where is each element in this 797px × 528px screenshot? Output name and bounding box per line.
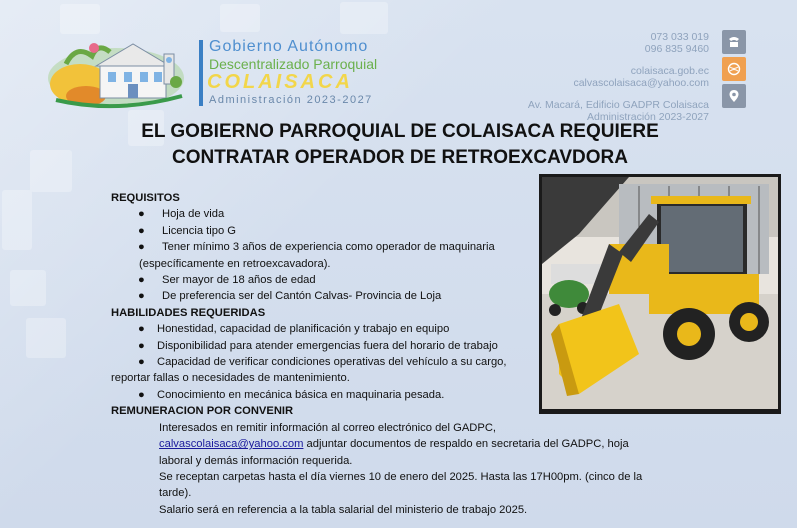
bullet: ● — [138, 323, 145, 336]
phone-2: 096 835 9460 — [644, 43, 709, 55]
remuneracion-text: laboral y demás información requerida. — [159, 454, 353, 467]
list-item — [111, 354, 541, 370]
list-item-text: Licencia tipo G — [162, 224, 237, 237]
phone-icon — [722, 30, 746, 54]
remuneracion-paragraph — [111, 420, 719, 518]
title-line-2: CONTRATAR OPERADOR DE RETROEXCAVDORA — [171, 147, 628, 168]
background-tile — [10, 270, 46, 306]
contact-email: calvascolaisaca@yahoo.com — [573, 77, 709, 89]
remuneracion-heading: REMUNERACION POR CONVENIR — [111, 405, 294, 418]
bullet: ● — [138, 208, 145, 221]
brand-line-2: Descentralizado Parroquial — [209, 56, 378, 72]
gad-logo — [46, 34, 188, 112]
header — [0, 0, 797, 123]
list-item-text: Ser mayor de 18 años de edad — [162, 274, 316, 287]
remuneracion-text: adjuntar documentos de respaldo en secretaria del GADPC, hoja — [303, 438, 629, 451]
website: colaisaca.gob.ec — [630, 65, 709, 77]
job-description — [111, 190, 643, 518]
email-link[interactable]: calvascolaisaca@yahoo.com — [159, 438, 304, 451]
page-title — [60, 119, 740, 171]
list-item-continuation: reportar fallas o necesidades de mantenimiento. — [111, 372, 350, 385]
list-item — [111, 387, 541, 403]
list-item — [111, 338, 541, 354]
list-item — [111, 223, 541, 239]
contact-web — [528, 65, 709, 89]
list-item-continuation: (específicamente en retroexcavadora). — [139, 257, 331, 270]
salary-text: Salario será en referencia a la tabla salarial del ministerio de trabajo 2025. — [159, 503, 528, 516]
list-item-text: Honestidad, capacidad de planificación y trabajo en equipo — [157, 323, 450, 336]
brand-administration: Administración 2023-2027 — [209, 94, 373, 106]
list-item — [111, 239, 541, 255]
list-item — [111, 321, 541, 337]
web-icon — [722, 57, 746, 81]
list-item — [111, 206, 541, 222]
address-1: Av. Macará, Edificio GADPR Colaisaca — [527, 99, 709, 111]
remuneracion-email-line — [159, 436, 719, 452]
title-line-1: EL GOBIERNO PARROQUIAL DE COLAISACA REQUIERE — [141, 121, 659, 142]
background-tile — [26, 318, 66, 358]
list-item-text: Disponibilidad para atender emergencias fuera del horario de trabajo — [157, 339, 498, 352]
backhoe-photo — [539, 174, 781, 414]
location-icon — [722, 84, 746, 108]
deadline-text: Se receptan carpetas hasta el día viernes 10 de enero del 2025. Hasta las 17H00pm. (cinco de la — [159, 470, 643, 483]
bullet: ● — [138, 274, 145, 287]
list-item — [111, 272, 541, 288]
remuneracion-text: Interesados en remitir información al correo electrónico del GADPC, — [159, 421, 497, 434]
bullet: ● — [138, 388, 145, 401]
brand-line-1: Gobierno Autónomo — [209, 38, 369, 55]
contact-phones — [528, 31, 709, 55]
list-item-text: Tener mínimo 3 años de experiencia como operador de maquinaria — [162, 241, 495, 254]
list-item — [111, 288, 541, 304]
requisitos-heading: REQUISITOS — [111, 192, 180, 204]
deadline-text: tarde). — [159, 487, 192, 500]
background-tile — [2, 190, 32, 250]
bullet: ● — [138, 241, 145, 254]
bullet: ● — [138, 356, 145, 369]
contact-info — [528, 31, 709, 123]
bullet: ● — [138, 224, 145, 237]
list-item-text: Conocimiento en mecánica básica en maquinaria pesada. — [157, 388, 445, 401]
habilidades-heading: HABILIDADES REQUERIDAS — [111, 306, 266, 319]
brand-name: COLAISACA — [207, 71, 353, 93]
list-item-text: Hoja de vida — [162, 208, 225, 221]
list-item-text: Capacidad de verificar condiciones operativas del vehículo a su cargo, — [157, 356, 507, 369]
address-2: Administración 2023-2027 — [587, 111, 709, 123]
bullet: ● — [138, 290, 145, 303]
brand-accent-bar — [199, 40, 203, 106]
list-item-text: De preferencia ser del Cantón Calvas- Provincia de Loja — [162, 290, 442, 303]
bullet: ● — [138, 339, 145, 352]
phone-1: 073 033 019 — [650, 31, 709, 43]
